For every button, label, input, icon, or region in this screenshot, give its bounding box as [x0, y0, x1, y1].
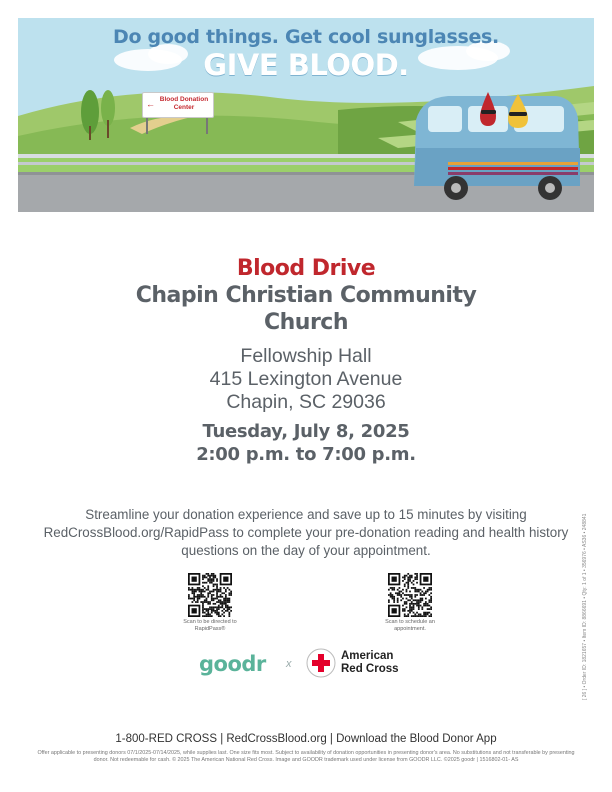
goodr-logo: goodr — [199, 652, 266, 676]
redcross-line-1: American — [341, 650, 394, 662]
van-illustration — [414, 92, 580, 200]
banner-headline: GIVE BLOOD. — [203, 48, 409, 82]
redcross-line-2: Red Cross — [341, 662, 399, 675]
american-red-cross-logo — [341, 650, 399, 675]
rapidpass-qr-caption: Scan to be directed to RapidPass® — [183, 619, 237, 632]
event-date: Tuesday, July 8, 2025 — [202, 421, 410, 442]
order-id-code: [ 26 ] • Order ID: 1821657 • Item ID: 8866691 • Qty: 1 of 1 • 356976 • AS36 • 248841 — [582, 513, 588, 700]
venue-line-3: Chapin, SC 29036 — [226, 391, 386, 413]
contact-line: 1-800-RED CROSS | RedCrossBlood.org | Download the Blood Donor App — [115, 733, 497, 745]
rapidpass-blurb: Streamline your donation experience and save up to 15 minutes by visiting RedCrossBlood.org/RapidPass to complete your pre-donation reading and health history questions on the day of your appointment. — [43, 507, 569, 558]
fine-print: Offer applicable to presenting donors 07/1/2025-07/14/2025, while supplies last. One size fits most. Subject to availability of donation opportunities in presenting donor's area. No substitutions and not transferable by presenting donor. Not redeemable for cash. © 2025 The American National Red Cross. Image and GOODR trademark used under license from GOODR LLC. ©2025 goodr | 1516802-01- AS — [37, 750, 575, 764]
schedule-qr-code[interactable] — [388, 573, 432, 617]
event-title: Blood Drive — [236, 256, 376, 281]
organization-name: Chapin Christian Community Church — [135, 283, 477, 335]
venue-address — [0, 345, 612, 414]
hero-banner — [18, 18, 594, 212]
venue-line-2: 415 Lexington Avenue — [209, 368, 403, 390]
event-datetime — [0, 420, 612, 466]
blood-donation-sign — [142, 92, 214, 118]
red-cross-icon — [306, 648, 336, 678]
event-time: 2:00 p.m. to 7:00 p.m. — [196, 444, 416, 465]
rapidpass-qr-code[interactable] — [188, 573, 232, 617]
venue-line-1: Fellowship Hall — [240, 345, 372, 367]
partner-separator: x — [286, 658, 292, 670]
arrow-left-icon: ← — [146, 99, 155, 109]
schedule-qr-caption: Scan to schedule an appointment. — [385, 619, 435, 632]
banner-tagline: Do good things. Get cool sunglasses. — [113, 26, 499, 48]
sign-label: Blood Donation Center — [159, 96, 209, 111]
